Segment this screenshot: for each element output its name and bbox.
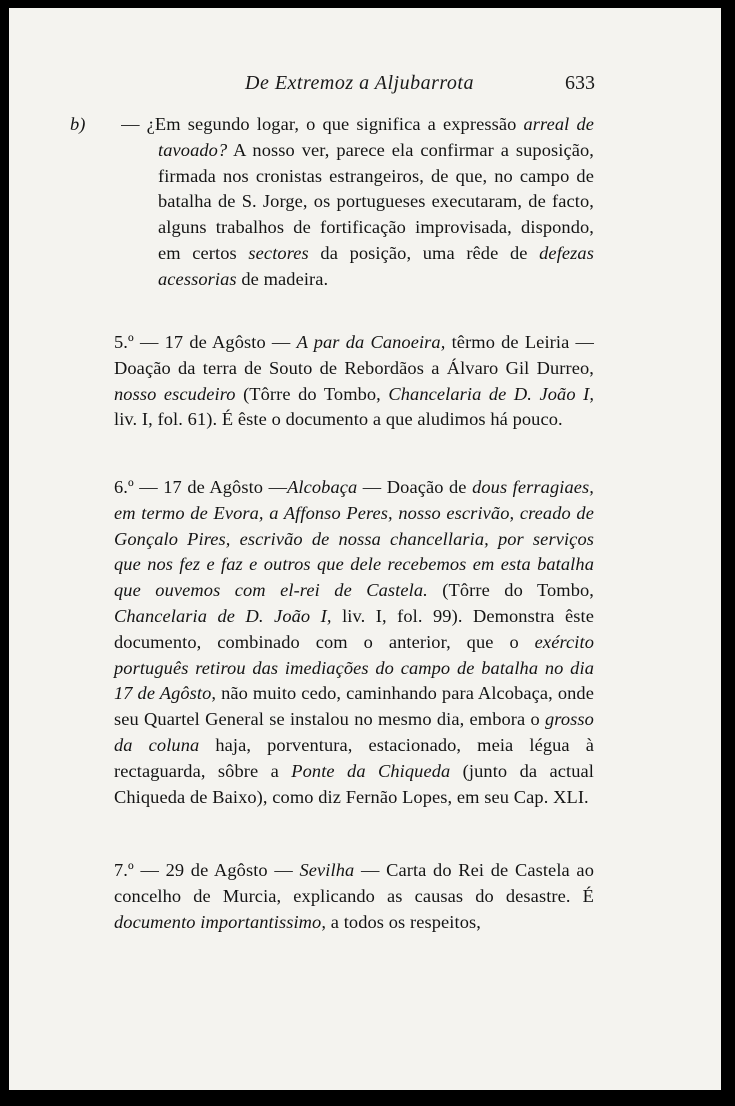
entry-7 bbox=[114, 858, 594, 935]
paragraph-b bbox=[70, 112, 595, 293]
entry-number: 7.º bbox=[114, 860, 134, 880]
paragraph-b-body: b) — ¿Em segundo logar, o que significa a expressão arreal de tavoado? A nosso ver, parece ela confirmar a suposição, firmada nos cronistas estrangeiros, de que, no campo de batalha de S. Jorge, os portugueses executaram, de facto, alguns trabalhos de fortificação improvisada, dispondo, em certos sectores da posição, uma rêde de defezas acessorias de madeira. bbox=[70, 114, 595, 289]
page-number: 633 bbox=[565, 72, 595, 94]
running-title: De Extremoz a Aljubarrota bbox=[245, 72, 474, 94]
entry-6-body: 6.º — 17 de Agôsto —Alcobaça — Doação de dous ferragiaes, em termo de Evora, a Affonso Peres, nosso escrivão, creado de Gonçalo Pires, escrivão de nossa chancellaria, por serviços que nos fez e faz e outros que dele recebemos em esta batalha que ouvemos com el-rei de Castela. (Tôrre do Tombo, Chancelaria de D. João I, liv. I, fol. 99). Demonstra êste documento, combinado com o anterior, que o exército português retirou das imediações do campo de batalha no dia 17 de Agôsto, não muito cedo, caminhando para Alcobaça, onde seu Quartel General se instalou no mesmo dia, embora o grosso da coluna haja, porventura, estacionado, meia légua à rectaguarda, sôbre a Ponte da Chiqueda (junto da actual Chiqueda de Baixo), como diz Fernão Lopes, em seu Cap. XLI. bbox=[114, 477, 595, 807]
entry-number: 5.º bbox=[114, 332, 134, 352]
entry-6 bbox=[114, 475, 594, 810]
entry-5 bbox=[114, 330, 594, 433]
entry-7-body: 7.º — 29 de Agôsto — Sevilha — Carta do Rei de Castela ao concelho de Murcia, explicando as causas do desastre. É documento importantissimo, a todos os respeitos, bbox=[114, 860, 594, 932]
book-page bbox=[9, 8, 721, 1090]
entry-number: 6.º bbox=[114, 477, 134, 497]
entry-5-body: 5.º — 17 de Agôsto — A par da Canoeira, têrmo de Leiria — Doação da terra de Souto de Rebordãos a Álvaro Gil Durreo, nosso escudeiro (Tôrre do Tombo, Chancelaria de D. João I, liv. I, fol. 61). É êste o documento a que aludimos há pouco. bbox=[114, 332, 595, 430]
page-header bbox=[9, 72, 721, 102]
